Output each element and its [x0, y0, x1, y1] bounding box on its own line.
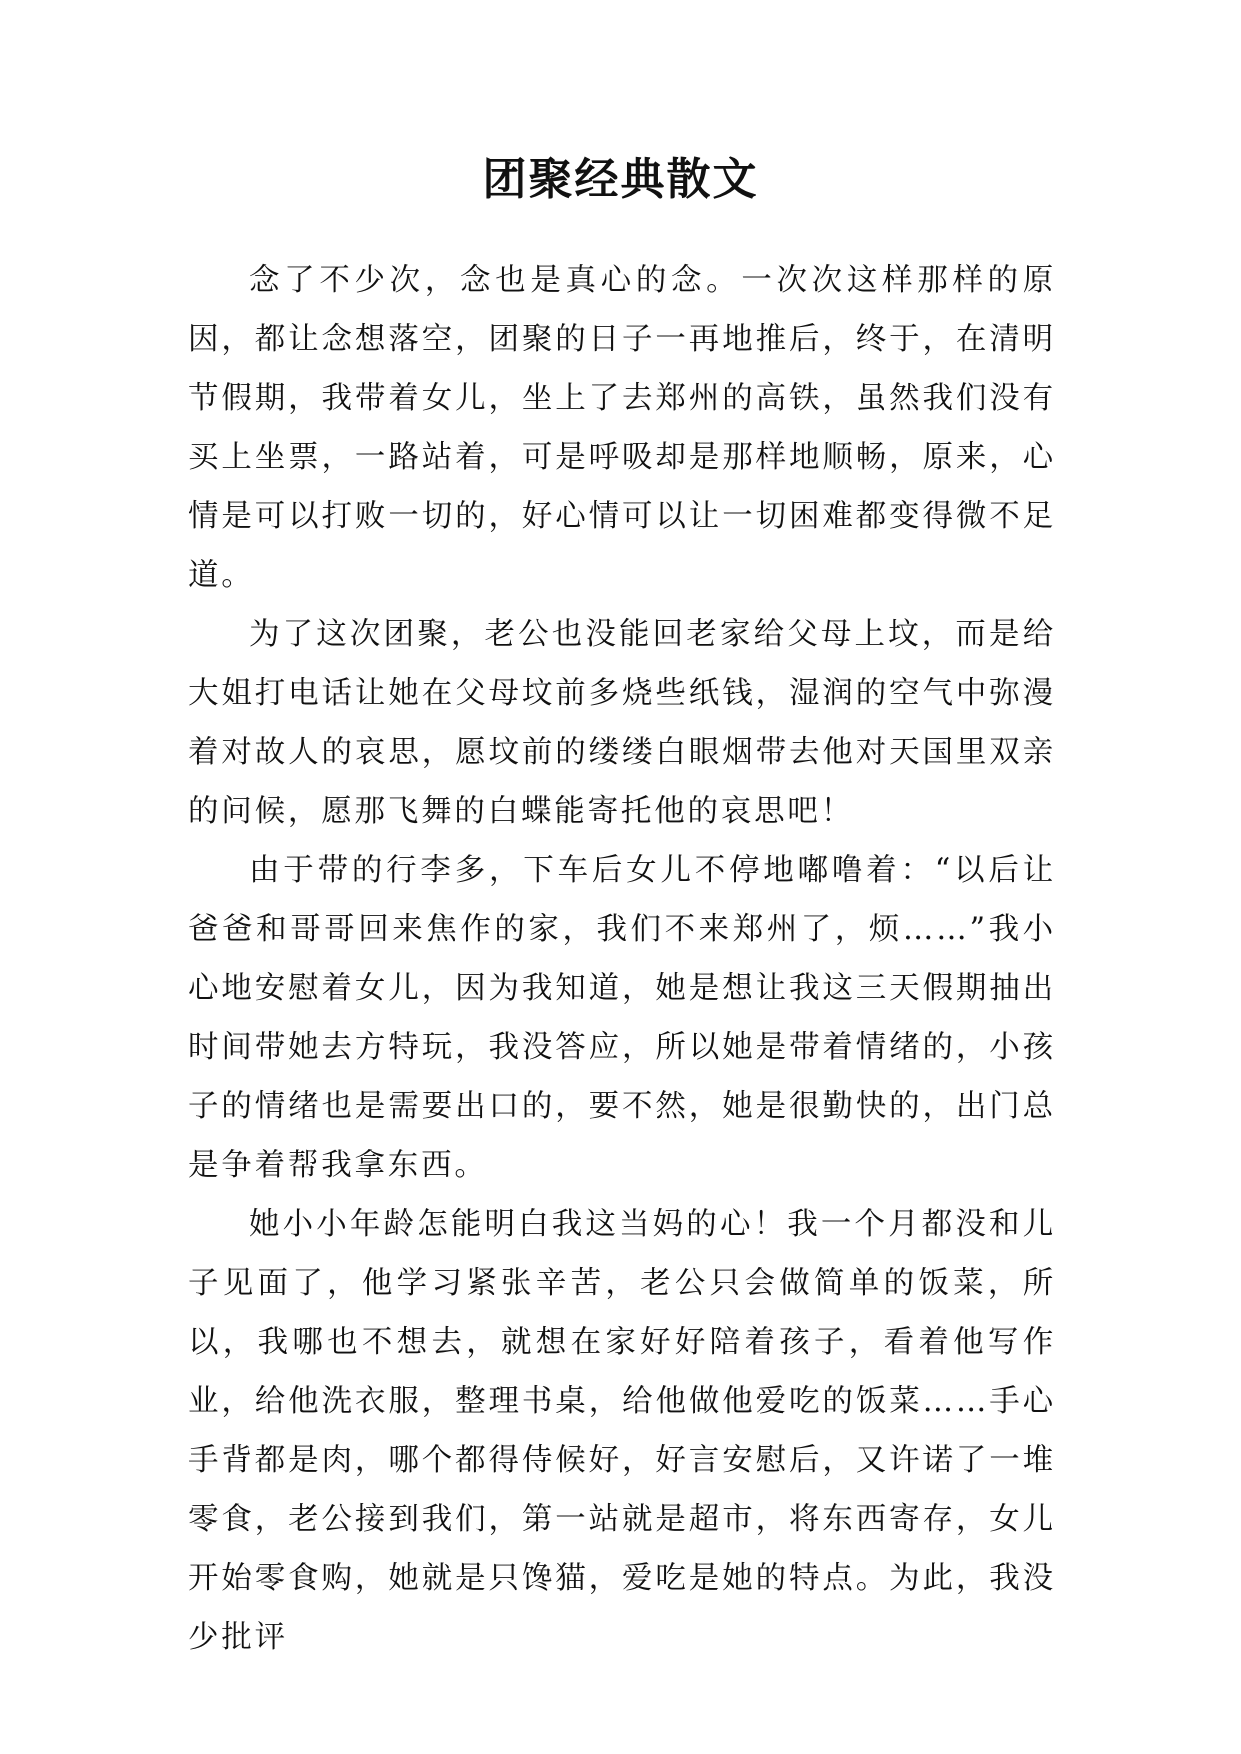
document-body — [188, 251, 1056, 1667]
paragraph: 为了这次团聚，老公也没能回老家给父母上坟，而是给大姐打电话让她在父母坟前多烧些纸钱，湿润的空气中弥漫着对故人的哀思，愿坟前的缕缕白眼烟带去他对天国里双亲的问候，愿那飞舞的白蝶能寄托他的哀思吧！ — [188, 617, 1056, 829]
document-title: 团聚经典散文 — [482, 154, 759, 205]
paragraph: 她小小年龄怎能明白我这当妈的心！我一个月都没和儿子见面了，他学习紧张辛苦，老公只会做简单的饭菜，所以，我哪也不想去，就想在家好好陪着孩子，看着他写作业，给他洗衣服，整理书桌，给他做他爱吃的饭菜……手心手背都是肉，哪个都得侍候好，好言安慰后，又许诺了一堆零食，老公接到我们，第一站就是超市，将东西寄存，女儿开始零食购，她就是只馋猫，爱吃是她的特点。为此，我没少批评 — [188, 1207, 1056, 1655]
paragraph: 由于带的行李多，下车后女儿不停地嘟噜着：“以后让爸爸和哥哥回来焦作的家，我们不来郑州了，烦……”我小心地安慰着女儿，因为我知道，她是想让我这三天假期抽出时间带她去方特玩，我没答应，所以她是带着情绪的，小孩子的情绪也是需要出口的，要不然，她是很勤快的，出门总是争着帮我拿东西。 — [188, 853, 1056, 1183]
paragraph: 念了不少次，念也是真心的念。一次次这样那样的原因，都让念想落空，团聚的日子一再地推后，终于，在清明节假期，我带着女儿，坐上了去郑州的高铁，虽然我们没有买上坐票，一路站着，可是呼吸却是那样地顺畅，原来，心情是可以打败一切的，好心情可以让一切困难都变得微不足道。 — [188, 263, 1056, 593]
